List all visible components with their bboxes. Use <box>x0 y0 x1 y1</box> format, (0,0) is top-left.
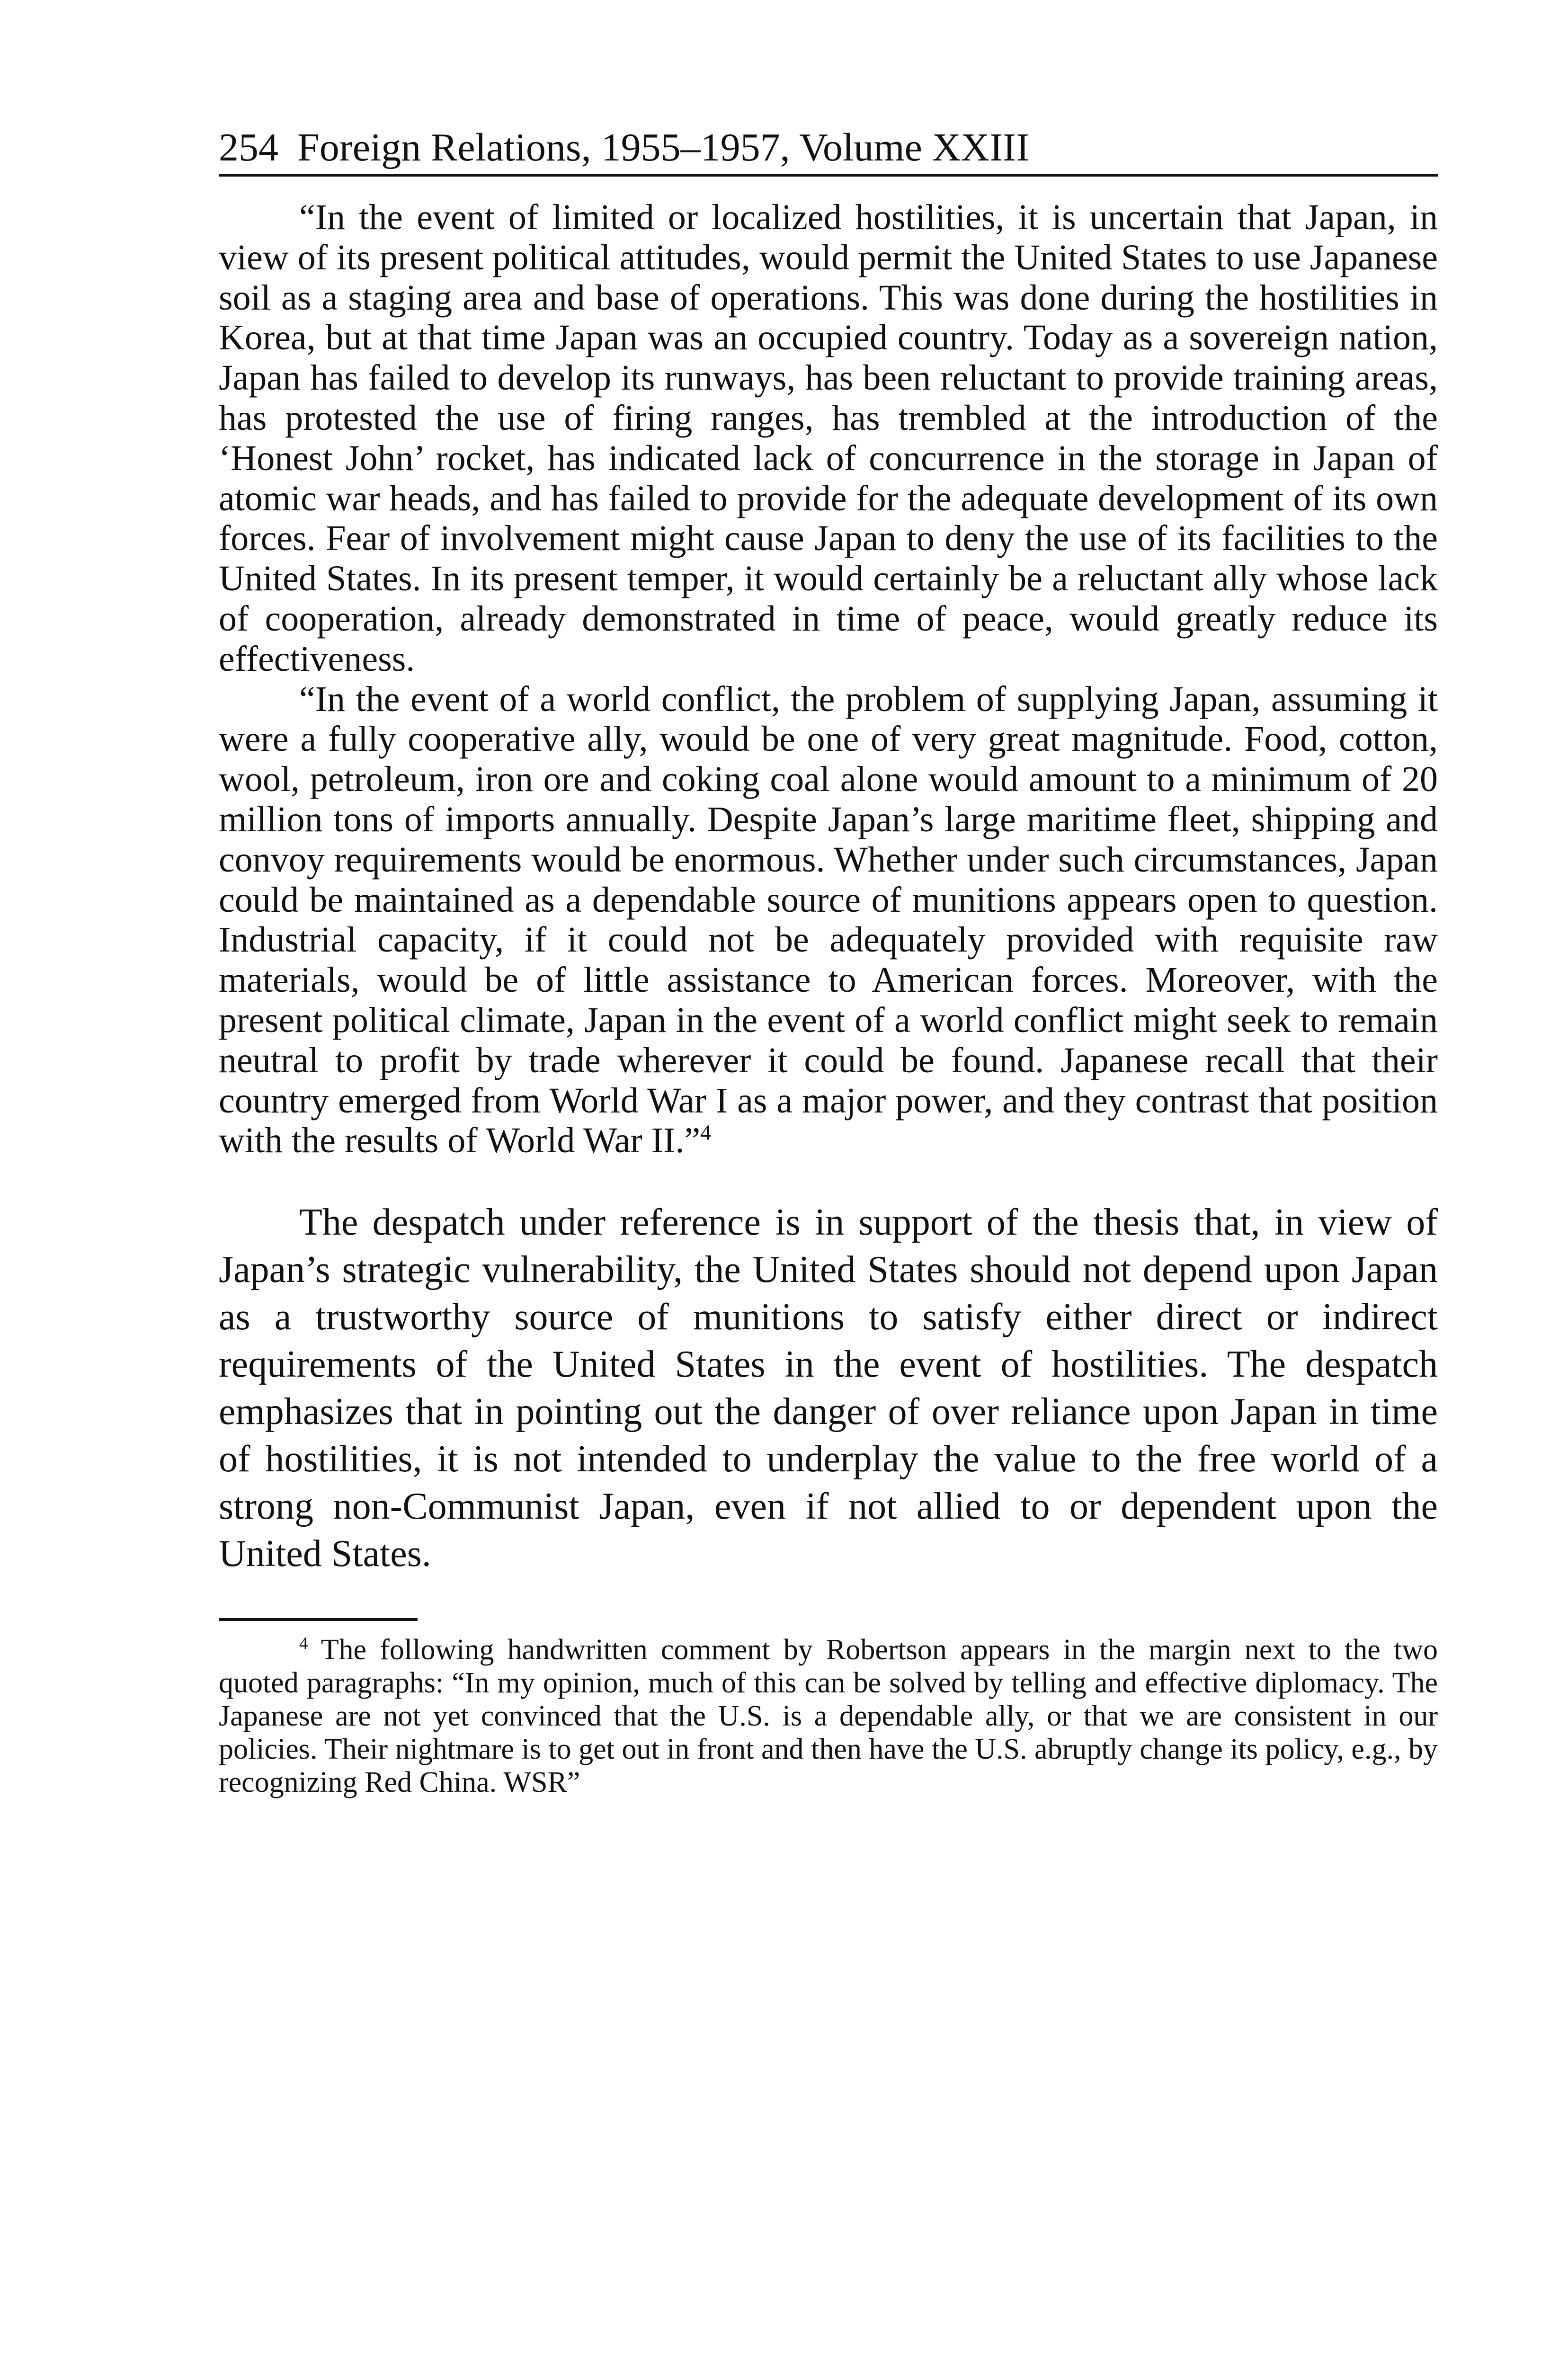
footnote-reference: 4 <box>700 1121 711 1145</box>
running-title: Foreign Relations, 1955–1957, Volume XXIII <box>297 125 1030 169</box>
quote-paragraph: “In the event of limited or localized hostilities, it is uncertain that Japan, in view of its present political attitudes, would permit the United States to use Japanese soil as a staging area and base of operations. This was done during the hostilities in Korea, but at that time Japan was an occupied country. Today as a sovereign nation, Japan has failed to develop its runways, has been reluctant to provide training areas, has protested the use of firing ranges, has trembled at the introduction of the ‘Honest John’ rocket, has indicated lack of concurrence in the storage in Japan of atomic war heads, and has failed to provide for the adequate development of its own forces. Fear of involvement might cause Japan to deny the use of its facilities to the United States. In its present temper, it would certainly be a reluctant ally whose lack of cooperation, already demonstrated in time of peace, would greatly reduce its effectiveness. <box>219 197 1438 679</box>
footnote-divider <box>219 1618 418 1621</box>
footnote-text: The following handwritten comment by Robertson appears in the margin next to the two quoted paragraphs: “In my opinion, much of this can be solved by telling and effective diplomacy. The Japanese are not yet convinced that the U.S. is a dependable ally, or that we are consistent in our policies. Their nightmare is to get out in front and then have the U.S. abruptly change its policy, e.g., by recognizing Red China. WSR” <box>219 1634 1438 1799</box>
body-paragraph: The despatch under reference is in support of the thesis that, in view of Japan’s strategic vulnerability, the United States should not depend upon Japan as a trustworthy source of munitions to satisfy either direct or indirect requirements of the United States in the event of hostilities. The despatch emphasizes that in pointing out the danger of over reliance upon Japan in time of hostilities, it is not intended to underplay the value to the free world of a strong non-Communist Japan, even if not allied to or dependent upon the United States. <box>219 1201 1438 1575</box>
quote-paragraph-text: “In the event of a world conflict, the problem of supplying Japan, assuming it were a fully cooperative ally, would be one of very great magnitude. Food, cotton, wool, petroleum, iron ore and coking coal alone would amount to a minimum of 20 million tons of imports annually. Despite Japan’s large maritime fleet, shipping and convoy requirements would be enormous. Whether under such circumstances, Japan could be maintained as a dependable source of munitions appears open to question. Industrial capacity, if it could not be adequately provided with requisite raw materials, would be of little assistance to American forces. Moreover, with the present political climate, Japan in the event of a world conflict might seek to remain neutral to profit by trade wherever it could be found. Japanese recall that their country emerged from World War I as a major power, and they contrast that position with the results of World War II.” <box>219 679 1438 1161</box>
body-text <box>219 1199 1438 1577</box>
running-head <box>219 125 1438 177</box>
document-page <box>219 125 1438 1799</box>
footnote-paragraph <box>219 1633 1438 1799</box>
quoted-excerpt <box>219 197 1438 1161</box>
footnote <box>219 1633 1438 1799</box>
page-number: 254 <box>219 125 278 169</box>
footnote-marker: 4 <box>299 1634 308 1654</box>
quote-paragraph <box>219 679 1438 1161</box>
